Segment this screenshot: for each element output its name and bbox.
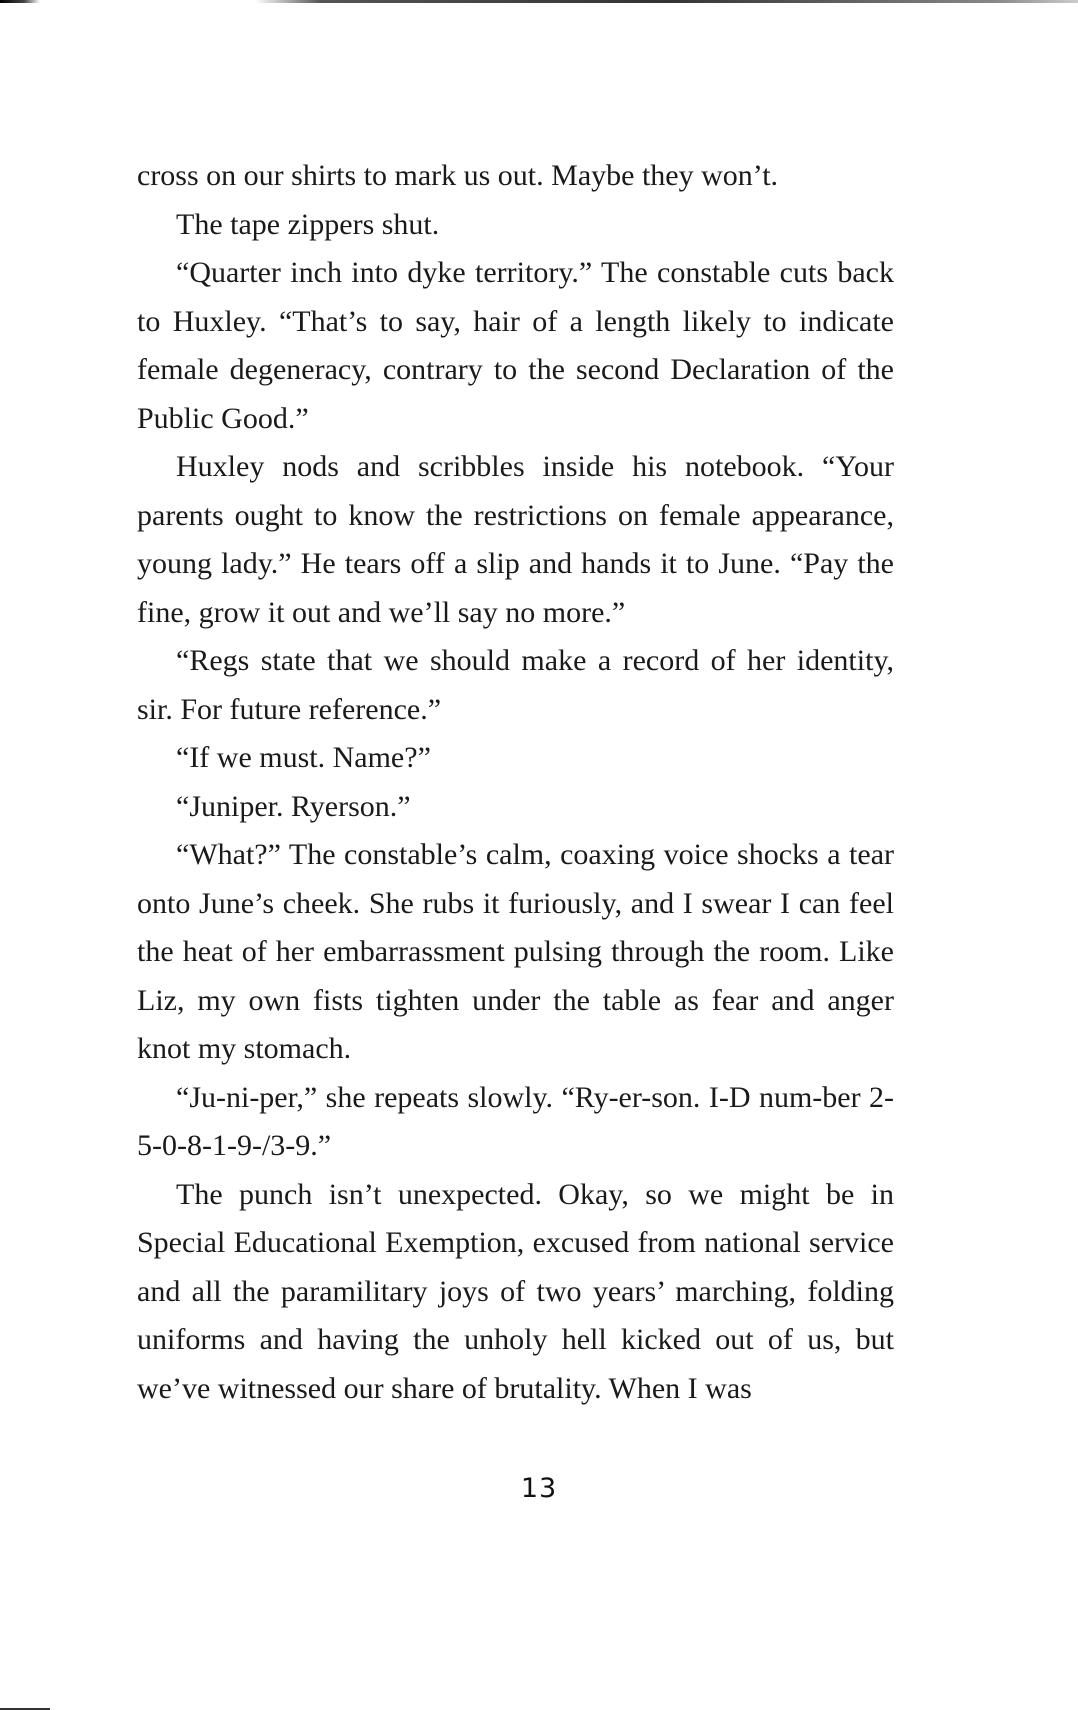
- paragraph-6: “If we must. Name?”: [176, 741, 431, 774]
- paragraph-5: “Regs state that we should make a record of her identity, sir. For future reference.”: [137, 644, 894, 726]
- body-text: [137, 152, 894, 1413]
- page-number: 13: [520, 1473, 558, 1504]
- paragraph-9: “Ju-ni-per,” she repeats slowly. “Ry-er-son. I-D num-ber 2-5-0-8-1-9-/3-9.”: [137, 1080, 894, 1162]
- paragraph-7: “Juniper. Ryerson.”: [176, 789, 411, 823]
- paragraph-10: The punch isn’t unexpected. Okay, so we might be in Special Educational Exemption, excused from national service and all the paramilitary joys of two years’ marching, folding uniforms and having the unholy hell kicked out of us, but we’ve witnessed our share of brutality. When I was: [137, 1177, 894, 1405]
- paragraph-1: cross on our shirts to mark us out. Maybe they won’t.: [137, 159, 779, 192]
- scan-edge-top-right: [255, 0, 1078, 3]
- paragraph-2: The tape zippers shut.: [176, 207, 440, 241]
- paragraph-4: Huxley nods and scribbles inside his notebook. “Your parents ought to know the restrictions on female appearance, young lady.” He tears off a slip and hands it to June. “Pay the fine, grow it out and we’ll say no more.”: [137, 450, 894, 629]
- scan-edge-top-left: [0, 0, 40, 3]
- paragraph-8: “What?” The constable’s calm, coaxing voice shocks a tear onto June’s cheek. She rubs it furiously, and I swear I can feel the heat of her embarrassment pulsing through the room. Like Liz, my own fists tighten under the table as fear and anger knot my stomach.: [137, 838, 894, 1065]
- paragraph-3: “Quarter inch into dyke territory.” The constable cuts back to Huxley. “That’s to say, hair of a length likely to indicate female degeneracy, contrary to the second Declaration of the Public Good.”: [137, 256, 894, 435]
